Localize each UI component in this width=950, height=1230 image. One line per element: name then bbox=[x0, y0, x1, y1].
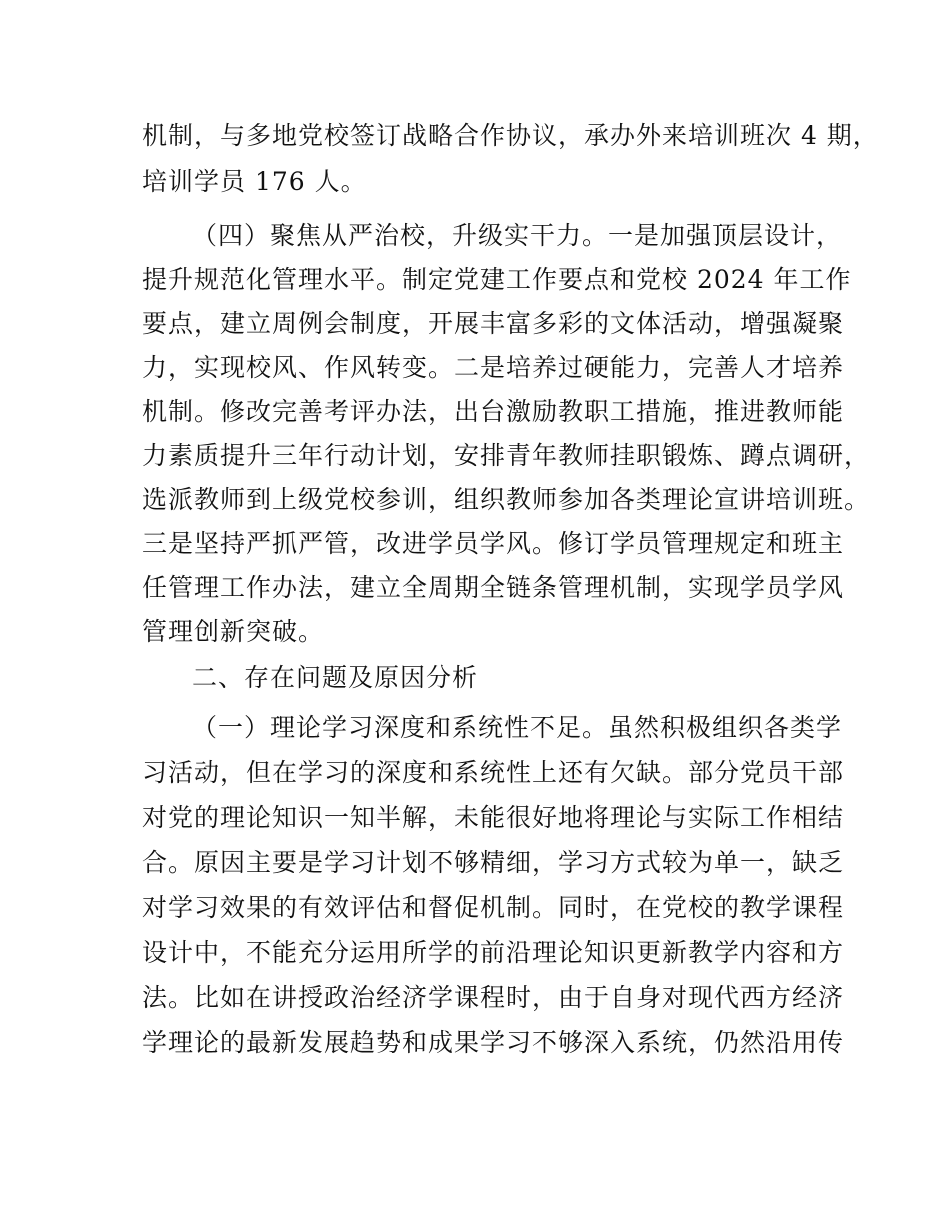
text-line: 管理创新突破。 bbox=[142, 617, 325, 646]
text-line: 对党的理论知识一知半解，未能很好地将理论与实际工作相结 bbox=[142, 803, 845, 832]
text-line: 习活动，但在学习的深度和系统性上还有欠缺。部分党员干部 bbox=[142, 758, 845, 787]
text-line: 培训学员 176 人。 bbox=[142, 167, 367, 196]
text-line: 提升规范化管理水平。制定党建工作要点和党校 2024 年工作 bbox=[142, 265, 852, 294]
text-line: 法。比如在讲授政治经济学课程时，由于自身对现代西方经济 bbox=[142, 983, 845, 1012]
section-heading-paragraph: （四）聚焦从严治校，升级实干力。一是加强顶层设计， bbox=[192, 221, 843, 250]
text-line: 对学习效果的有效评估和督促机制。同时，在党校的教学课程 bbox=[142, 893, 845, 922]
text-line: 设计中，不能充分运用所学的前沿理论知识更新教学内容和方 bbox=[142, 938, 845, 967]
text-line: 力，实现校风、作风转变。二是培养过硬能力，完善人才培养 bbox=[142, 353, 845, 382]
text-line: 学理论的最新发展趋势和成果学习不够深入系统，仍然沿用传 bbox=[142, 1028, 845, 1057]
text-line: 选派教师到上级党校参训，组织教师参加各类理论宣讲培训班。 bbox=[142, 485, 871, 514]
text-line: 机制。修改完善考评办法，出台激励教职工措施，推进教师能 bbox=[142, 397, 845, 426]
text-line: 三是坚持严抓严管，改进学员学风。修订学员管理规定和班主 bbox=[142, 529, 845, 558]
text-line: 任管理工作办法，建立全周期全链条管理机制，实现学员学风 bbox=[142, 573, 845, 602]
text-line: 力素质提升三年行动计划，安排青年教师挂职锻炼、蹲点调研， bbox=[142, 441, 871, 470]
text-line: 合。原因主要是学习计划不够精细，学习方式较为单一，缺乏 bbox=[142, 848, 845, 877]
section-heading: 二、存在问题及原因分析 bbox=[192, 663, 479, 692]
text-line: 机制，与多地党校签订战略合作协议，承办外来培训班次 4 期， bbox=[142, 121, 879, 150]
section-heading-paragraph: （一）理论学习深度和系统性不足。虽然积极组织各类学 bbox=[192, 713, 843, 742]
text-line: 要点，建立周例会制度，开展丰富多彩的文体活动，增强凝聚 bbox=[142, 309, 845, 338]
